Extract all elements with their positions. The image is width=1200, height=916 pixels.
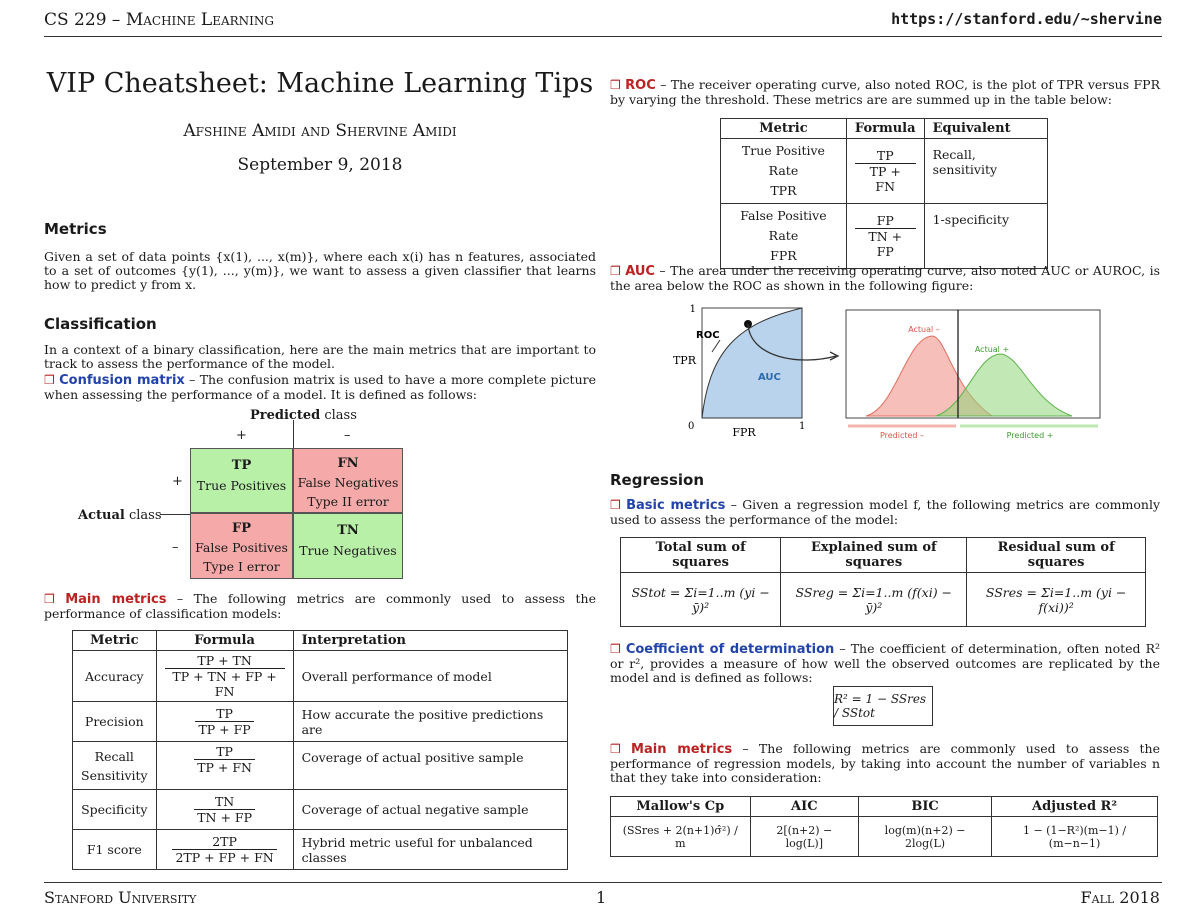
denominator: 2TP + FP + FN bbox=[175, 850, 274, 865]
numerator: FP bbox=[855, 213, 916, 229]
roc-curve-label: ROC bbox=[696, 330, 720, 341]
section-regression: Regression bbox=[610, 471, 705, 489]
coef-paragraph bbox=[610, 642, 1160, 685]
roc-x-one: 1 bbox=[799, 421, 806, 432]
formula bbox=[156, 830, 293, 870]
numerator: 2TP bbox=[172, 834, 276, 850]
th-total: Total sum of squares bbox=[621, 538, 781, 573]
denominator: TP + TN + FP + FN bbox=[172, 669, 277, 699]
roc-text: – The receiver operating curve, also noted ROC, is the plot of TPR versus FPR by varying the threshold. These metrics are are summed up in the table below: bbox=[610, 77, 1160, 107]
roc-x-label: FPR bbox=[732, 426, 756, 439]
th-formula: Formula bbox=[156, 631, 293, 651]
fp-text: False Positives bbox=[195, 540, 288, 555]
section-metrics: Metrics bbox=[44, 220, 107, 238]
bic-formula: log(m)(n+2) − 2log(L) bbox=[859, 817, 992, 857]
interpretation: Coverage of actual positive sample bbox=[293, 742, 567, 790]
table-header bbox=[621, 538, 1146, 573]
denominator: TN + FP bbox=[868, 229, 903, 259]
metric-name bbox=[721, 204, 847, 269]
classification-table bbox=[72, 630, 568, 870]
rate-name: False Positive Rate bbox=[740, 208, 827, 243]
fp-abbr: FP bbox=[231, 521, 251, 536]
table-header bbox=[611, 797, 1158, 817]
rate-name: True Positive Rate bbox=[741, 143, 825, 178]
interpretation: Hybrid metric useful for unbalanced classes bbox=[293, 830, 567, 870]
table-row bbox=[73, 790, 568, 830]
cell-fn bbox=[293, 448, 403, 513]
tn-abbr: TN bbox=[337, 523, 359, 538]
predicted-line bbox=[293, 420, 294, 448]
r2-formula: R² = 1 − SSres / SStot bbox=[834, 692, 927, 720]
actual-positive-label: Actual + bbox=[974, 345, 1010, 354]
table-row bbox=[73, 830, 568, 870]
table-header bbox=[721, 119, 1048, 139]
auc-figure bbox=[640, 298, 1120, 446]
table-row bbox=[621, 573, 1146, 627]
ss-res-formula: SSres = Σi=1..m (yi − f(xi))² bbox=[967, 573, 1146, 627]
th-equiv: Equivalent bbox=[924, 119, 1047, 139]
date: September 9, 2018 bbox=[237, 155, 403, 175]
auc-area bbox=[702, 308, 802, 418]
denominator: TN + FP bbox=[197, 810, 252, 825]
actual-word: Actual bbox=[78, 508, 125, 523]
actual-class-word: class bbox=[124, 508, 162, 523]
cell-tp bbox=[190, 448, 293, 513]
tp-text: True Positives bbox=[196, 478, 287, 493]
formula bbox=[846, 139, 924, 204]
classification-text: In a context of a binary classification, here are the main metrics that are important to track to assess the performance of the model. bbox=[44, 342, 596, 371]
interpretation: How accurate the positive predictions are bbox=[293, 702, 567, 742]
checkbox-icon: ❒ bbox=[610, 742, 621, 756]
adjr2-formula: 1 − (1−R²)(m−1) / (m−n−1) bbox=[992, 817, 1158, 857]
numerator: TN bbox=[194, 794, 255, 810]
metric-name: Accuracy bbox=[73, 651, 157, 702]
table-row bbox=[611, 817, 1158, 857]
metrics-text: Given a set of data points {x(1), ..., x(m)}, where each x(i) has n features, associated to a set of outcomes {y(1), ..., y(m)}, we want to assess a given classifier that learns how to predict y from x. bbox=[44, 249, 596, 292]
basic-metrics-text: – Given a regression model f, the following metrics are commonly used to assess the performance of the model: bbox=[610, 497, 1161, 527]
numerator: TP bbox=[855, 148, 916, 164]
metric-name-line1: Recall bbox=[94, 748, 134, 764]
roc-y-label: TPR bbox=[672, 354, 696, 367]
main-metrics-text: – The following metrics are commonly used to assess the performance of classification models: bbox=[44, 591, 596, 621]
predicted-class-word: class bbox=[320, 408, 357, 423]
th-adjr2: Adjusted R² bbox=[992, 797, 1158, 817]
cell-fp bbox=[190, 513, 293, 579]
auc-keyword: AUC bbox=[625, 264, 655, 279]
pred-minus: – bbox=[344, 428, 351, 443]
pred-plus: + bbox=[236, 428, 247, 443]
table-row bbox=[721, 204, 1048, 269]
page-title: VIP Cheatsheet: Machine Learning Tips bbox=[46, 68, 594, 99]
auc-paragraph bbox=[610, 264, 1160, 293]
metric-name bbox=[721, 139, 847, 204]
checkbox-icon: ❒ bbox=[610, 498, 621, 512]
denominator: TP + FP bbox=[198, 722, 251, 737]
checkbox-icon: ❒ bbox=[610, 264, 621, 278]
table-row bbox=[721, 139, 1048, 204]
roc-zero: 0 bbox=[688, 421, 695, 432]
denominator: TP + FN bbox=[197, 760, 252, 775]
rate-abbr: TPR bbox=[770, 183, 797, 198]
formula bbox=[156, 702, 293, 742]
fn-abbr: FN bbox=[337, 456, 359, 471]
coef-text: – The coefficient of determination, often noted R² or r², provides a measure of how well the observed outcomes are replicated by the model and is defined as follows: bbox=[610, 641, 1160, 685]
aic-formula: 2[(n+2) − log(L)] bbox=[750, 817, 858, 857]
authors: Afshine Amidi and Shervine Amidi bbox=[183, 121, 457, 141]
header-rule bbox=[44, 36, 1162, 37]
formula bbox=[156, 790, 293, 830]
th-cp: Mallow's Cp bbox=[611, 797, 751, 817]
ss-total-formula: SStot = Σi=1..m (yi − ȳ)² bbox=[621, 573, 781, 627]
auc-label: AUC bbox=[758, 372, 781, 383]
confusion-paragraph bbox=[44, 373, 596, 402]
confusion-matrix-text: – The confusion matrix is used to have a more complete picture when assessing the performance of a model. It is defined as follows: bbox=[44, 372, 597, 402]
footer-university: Stanford University bbox=[44, 888, 197, 907]
checkbox-icon: ❒ bbox=[44, 592, 55, 606]
predicted-word: Predicted bbox=[250, 408, 321, 423]
numerator: TP + TN bbox=[165, 653, 285, 669]
act-minus: – bbox=[172, 540, 179, 555]
metric-name: Specificity bbox=[73, 790, 157, 830]
th-residual: Residual sum of squares bbox=[967, 538, 1146, 573]
th-metric: Metric bbox=[73, 631, 157, 651]
predicted-positive-label: Predicted + bbox=[1006, 431, 1054, 440]
numerator: TP bbox=[194, 744, 255, 760]
tn-text: True Negatives bbox=[299, 543, 397, 558]
formula bbox=[156, 651, 293, 702]
formula bbox=[846, 204, 924, 269]
table-row bbox=[73, 702, 568, 742]
roc-paragraph bbox=[610, 78, 1160, 107]
cell-tn bbox=[293, 513, 403, 579]
section-classification: Classification bbox=[44, 315, 157, 333]
th-metric: Metric bbox=[721, 119, 847, 139]
predicted-class-label bbox=[250, 408, 357, 423]
th-aic: AIC bbox=[750, 797, 858, 817]
footer-term: Fall 2018 bbox=[1080, 888, 1160, 907]
actual-negative-label: Actual – bbox=[908, 325, 940, 334]
roc-pointer bbox=[712, 340, 720, 352]
reg-main-metrics-paragraph bbox=[610, 742, 1160, 785]
metric-name: F1 score bbox=[73, 830, 157, 870]
roc-table bbox=[720, 118, 1048, 269]
tp-abbr: TP bbox=[231, 458, 252, 473]
act-plus: + bbox=[172, 474, 183, 489]
cp-formula: (SSres + 2(n+1)σ̂²) / m bbox=[611, 817, 751, 857]
sum-of-squares-table bbox=[620, 537, 1146, 627]
page-number: 1 bbox=[596, 888, 607, 907]
equivalent: Recall, sensitivity bbox=[924, 139, 1047, 204]
interpretation: Overall performance of model bbox=[293, 651, 567, 702]
checkbox-icon: ❒ bbox=[44, 373, 55, 387]
header-url[interactable]: https://stanford.edu/~shervine bbox=[891, 10, 1162, 28]
table-header bbox=[73, 631, 568, 651]
reg-main-metrics-text: – The following metrics are commonly used to assess the performance of regression models, by taking into account the number of variables n that they take into consideration: bbox=[610, 741, 1160, 785]
confusion-matrix-keyword: Confusion matrix bbox=[59, 373, 185, 388]
title-block bbox=[40, 68, 600, 175]
checkbox-icon: ❒ bbox=[610, 78, 621, 92]
footer-rule bbox=[44, 882, 1162, 883]
basic-metrics-paragraph bbox=[610, 498, 1160, 527]
fn-error: Type II error bbox=[307, 494, 389, 509]
interpretation: Coverage of actual negative sample bbox=[293, 790, 567, 830]
denominator: TP + FN bbox=[869, 164, 901, 194]
metric-name bbox=[73, 742, 157, 790]
formula bbox=[156, 742, 293, 790]
ss-reg-formula: SSreg = Σi=1..m (f(xi) − ȳ)² bbox=[781, 573, 967, 627]
metric-name: Precision bbox=[73, 702, 157, 742]
checkbox-icon: ❒ bbox=[610, 642, 621, 656]
regression-metrics-table bbox=[610, 796, 1158, 857]
main-metrics-paragraph bbox=[44, 592, 596, 621]
auc-text: – The area under the receiving operating curve, also noted AUC or AUROC, is the area below the ROC as shown in the following figure: bbox=[610, 263, 1160, 293]
basic-metrics-keyword: Basic metrics bbox=[626, 498, 726, 513]
th-interp: Interpretation bbox=[293, 631, 567, 651]
roc-y-one: 1 bbox=[689, 304, 696, 315]
table-row bbox=[73, 742, 568, 790]
rate-abbr: FPR bbox=[770, 248, 797, 263]
th-explained: Explained sum of squares bbox=[781, 538, 967, 573]
main-metrics-keyword: Main metrics bbox=[65, 592, 167, 607]
header-course: CS 229 – Machine Learning bbox=[44, 10, 275, 30]
fn-text: False Negatives bbox=[297, 475, 399, 490]
predicted-negative-label: Predicted – bbox=[879, 431, 925, 440]
table-row bbox=[73, 651, 568, 702]
th-bic: BIC bbox=[859, 797, 992, 817]
numerator: TP bbox=[195, 706, 253, 722]
metric-name-line2: Sensitivity bbox=[81, 767, 148, 783]
equivalent: 1-specificity bbox=[924, 204, 1047, 269]
fp-error: Type I error bbox=[203, 559, 280, 574]
coef-keyword: Coefficient of determination bbox=[625, 642, 835, 657]
actual-line bbox=[160, 514, 192, 515]
reg-main-metrics-keyword: Main metrics bbox=[631, 742, 733, 757]
actual-class-label bbox=[78, 508, 162, 523]
th-formula: Formula bbox=[846, 119, 924, 139]
r2-formula-box bbox=[833, 686, 933, 726]
roc-keyword: ROC bbox=[625, 78, 656, 93]
